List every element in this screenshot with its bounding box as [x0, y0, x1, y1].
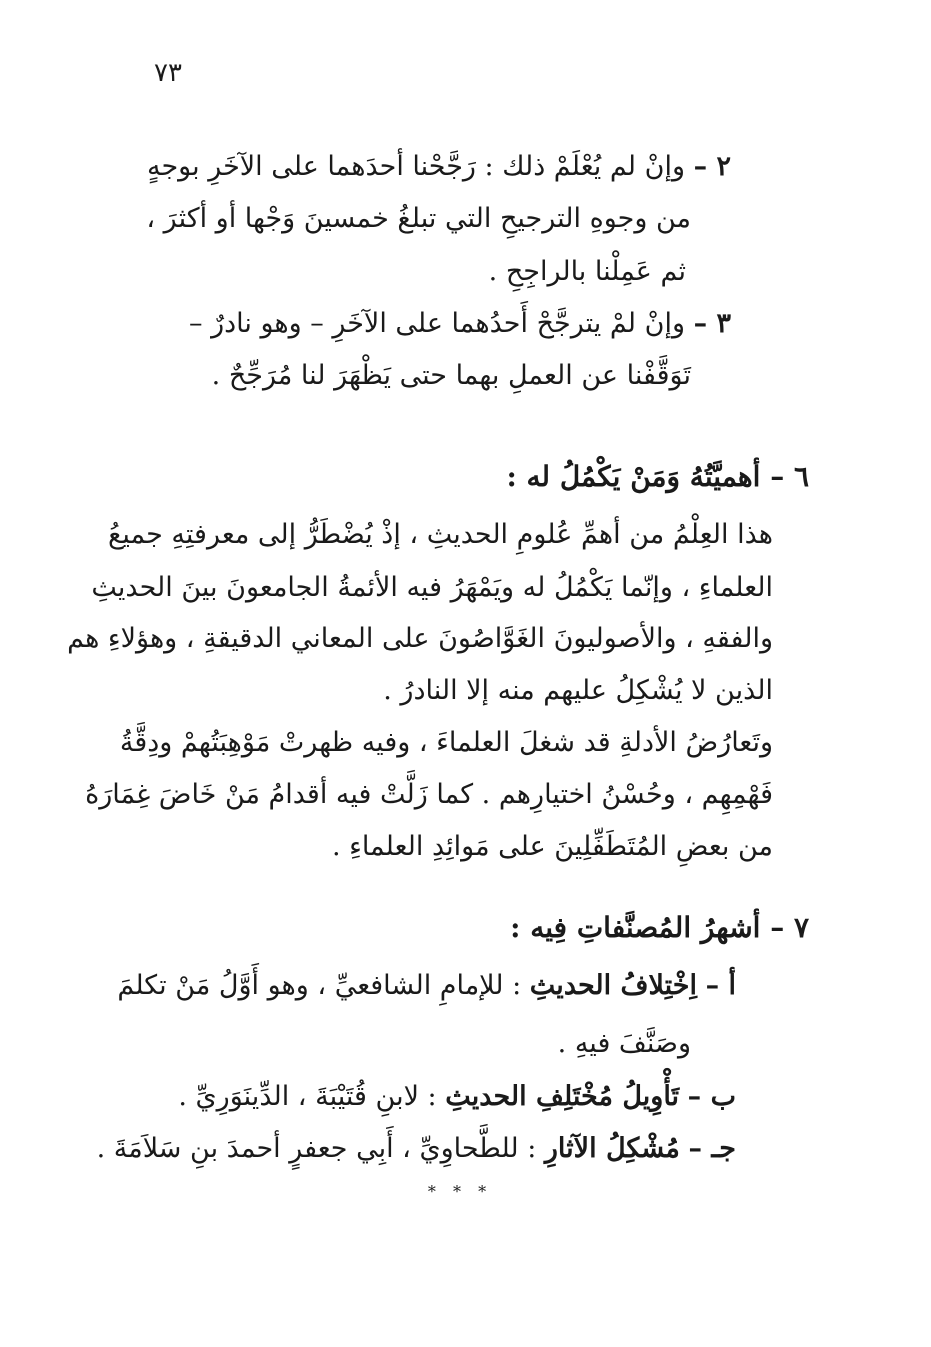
works-item-a-continuation: وصَنَّفَ فيهِ .: [557, 1028, 691, 1059]
item-marker: ب –: [687, 1081, 736, 1112]
case-number: ٢ –: [693, 151, 731, 182]
case-3-line-2: تَوَقَّفْنا عن العملِ بهما حتى يَظْهَرَ لنا مُرَجِّحٌ .: [211, 360, 691, 391]
section-6-line: العلماءِ ، وإنّما يَكْمُلُ له ويَمْهَرُ فيه الأئمةُ الجامعونَ بينَ الحديثِ: [91, 572, 773, 603]
page-number: ٧٣: [154, 58, 182, 88]
section-6-line: وتَعارُضُ الأدلةِ قد شغلَ العلماءَ ، وفيه ظهرتْ مَوْهِبَتُهمْ ودِقَّةُ: [119, 727, 773, 758]
case-text: وإنْ لمْ يترجَّحْ أَحدُهما على الآخَرِ – وهو نادرٌ –: [188, 308, 685, 339]
section-end-stars: * * *: [427, 1182, 493, 1201]
section-7-heading: ٧ – أشهرُ المُصنَّفاتِ فِيه :: [510, 911, 809, 944]
works-item-b: [178, 1077, 736, 1117]
case-2-line-3: ثم عَمِلْنا بالراجِحِ .: [488, 256, 686, 287]
case-2-line-1: [147, 147, 731, 187]
section-6-line: هذا العِلْمُ من أهمِّ عُلومِ الحديثِ ، إذْ يُضْطَرُّ إلى معرفتِهِ جميعُ: [108, 519, 773, 550]
works-item-a: [117, 966, 736, 1006]
section-6-line: الذين لا يُشْكِلُ عليهم منه إلا النادرُ .: [383, 675, 773, 706]
work-title: اِخْتِلافُ الحديثِ: [529, 970, 697, 1001]
case-3-line-1: [189, 304, 731, 344]
work-title: تَأْوِيلُ مُخْتَلِفِ الحديثِ: [445, 1081, 680, 1112]
case-text: وإنْ لم يُعْلَمْ ذلك : رَجَّحْنا أحدَهما على الآخَرِ بوجهٍ: [146, 151, 685, 182]
work-author: : للطَّحاوِيِّ ، أَبِي جعفرٍ أحمدَ بنِ سَلاَمَةَ .: [96, 1133, 537, 1164]
section-6-heading: ٦ – أهميَّتُهُ وَمَنْ يَكْمُلُ له :: [506, 460, 809, 493]
work-author: : للإمامِ الشافعيِّ ، وهو أَوَّلُ مَنْ تكلمَ: [117, 970, 522, 1001]
item-marker: جـ –: [688, 1133, 736, 1164]
section-6-line: فَهْمِهِم ، وحُسْنُ اختيارِهم . كما زَلَّتْ فيه أقدامُ مَنْ خَاضَ غِمَارَهُ: [85, 779, 773, 810]
item-marker: أ –: [705, 970, 736, 1001]
work-author: : لابنِ قُتَيْبَةَ ، الدِّينَوَرِيِّ .: [178, 1081, 437, 1112]
case-2-line-2: من وجوهِ الترجيحِ التي تبلغُ خمسينَ وَجْها أو أكثرَ ،: [146, 203, 691, 234]
section-6-line: من بعضِ المُتَطَفِّلِينَ على مَوائِدِ العلماءِ .: [331, 831, 773, 862]
section-6-line: والفقهِ ، والأصوليونَ الغَوَّاصُونَ على المعاني الدقيقةِ ، وهؤلاءِ هم: [67, 623, 773, 654]
work-title: مُشْكِلُ الآثارِ: [544, 1133, 680, 1164]
works-item-c: [97, 1129, 736, 1169]
case-number: ٣ –: [693, 308, 731, 339]
